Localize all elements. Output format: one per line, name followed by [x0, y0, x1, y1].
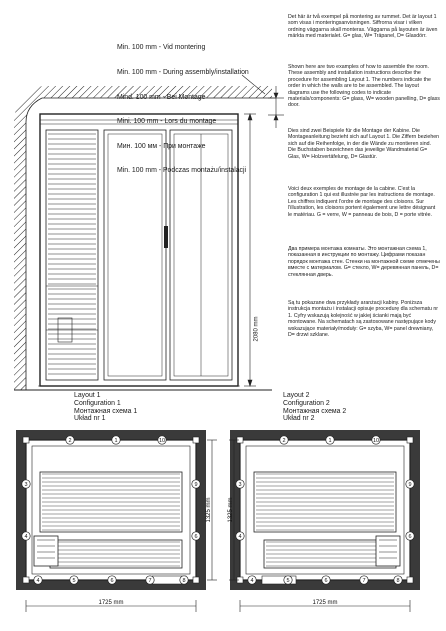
clearance-note: Min. 100 mm - Vid montering: [117, 44, 206, 52]
wall-label: 6: [324, 578, 328, 584]
wall-label: 4: [250, 578, 254, 584]
wall-label: 7: [362, 578, 366, 584]
depth-label: 1325 mm: [228, 497, 234, 523]
corner-post: [23, 577, 29, 583]
layout-1-title: [74, 392, 137, 423]
heater: [376, 536, 400, 566]
wall-label: 2: [282, 438, 286, 444]
layout-title-line: Монтажная схема 1: [74, 407, 138, 415]
paragraph-swedish: Det här är två exempel på montering av rummet. Det är layout 1 som visas i monteringsanvisningen. Siffrorna visar i vilken ordning väggarna skall monteras. Väggarna på layouten är även märkta med materialet. G= glas, W= Träpanel, D= Glasdörr.: [288, 14, 438, 40]
wall-label: 4: [24, 534, 28, 540]
layout-1-plan: [12, 426, 220, 626]
height-dimension-label: [253, 300, 270, 360]
paragraph-german: Dies sind zwei Beispiele für die Montage der Kabine. Die Montageanleitung bezieht sich auf Layout 1. Die Ziffern beziehen sich auf die Reihenfolge, in der die Wände zu montieren sind. Die Buchstaben bezeichnen das jeweilige Wandmaterial G= Glas, W= Holzvertäfelung, D= Glastür.: [288, 128, 440, 160]
clearance-notes: [117, 28, 249, 184]
layout-title-line: Монтажная схема 2: [283, 407, 347, 415]
layout-title-line: Configuration 1: [74, 399, 121, 407]
wall-label: 6: [408, 534, 412, 540]
width-label: 1725 mm: [312, 600, 338, 606]
paragraph-russian: Два примера монтажа комнаты. Это монтажная схема 1, показанная в инструкции по монтажу. Цифрами показан порядок монтажа стен. Стенки на монтажной схеме отмечены вместе с материалом. G= стекло, W= деревянная панель, D= стеклянная дверь.: [288, 246, 440, 278]
wall-label: 4: [36, 578, 40, 584]
layout-title-line: Layout 2: [283, 392, 310, 399]
wall-label: 9: [408, 482, 412, 488]
clearance-note: Min. 100 mm - During assembly/installation: [117, 69, 249, 77]
clearance-note: Мин. 100 мм - При монтаже: [117, 142, 206, 150]
wall-label: 7: [148, 578, 152, 584]
layout-2-plan: [226, 426, 434, 626]
heater: [34, 536, 58, 566]
layout-title-line: Układ nr 2: [283, 415, 315, 423]
wall-label: 8: [182, 578, 186, 584]
wall-label: 5: [286, 578, 290, 584]
wall-label: 4: [238, 534, 242, 540]
depth-label: 1325 mm: [206, 497, 212, 523]
paragraph-polish: Są tu pokazane dwa przykłady aranżacji kabiny. Poniższa instrukcja montażu i instalacji opisuje procedurę dla schematu nr 1. Cyfry wskazują kolejność w jakiej ścianki mają być montowane. Na schematach są zastosowane następujące kody wskazujące materiały/moduły: G= szyba, W= panel drewniany, D= drzwi szklane.: [288, 300, 438, 339]
wall-label: 3: [24, 482, 28, 488]
wall-label: 10: [372, 438, 380, 444]
height-label: 2080 mm: [253, 316, 260, 342]
wall-label: 8: [396, 578, 400, 584]
clearance-note: Mini. 100 mm - Lors du montage: [117, 118, 217, 126]
corner-post: [407, 577, 413, 583]
corner-post: [193, 437, 199, 443]
layout-title-line: Layout 1: [74, 392, 101, 399]
layout-title-line: Configuration 2: [283, 399, 330, 407]
wall-label: 2: [68, 438, 72, 444]
paragraph-english: Shown here are two examples of how to assemble the room. These assembly and installation instructions describe the procedure for assembling Layout 1. The numbers indicate the order in which the walls are to be assembled. The layout diagrams use the following codes to indicate materials/components: G= glass, W= wooden panelling, D= glass door.: [288, 64, 440, 109]
layout-2-title: [283, 392, 346, 423]
wall-label: 1: [114, 438, 118, 444]
width-label: 1725 mm: [98, 600, 124, 606]
paragraph-french: Voici deux exemples de montage de la cabine. C'est la configuration 1 qui est illustrée par les instructions de montage. Les chiffres indiquent l'ordre de montage des cloisons. Sur l'illustration, les cloisons portent également une lettre désignant le matériau. G = verre, W = panneau de bois, D = porte vitrée.: [288, 186, 436, 218]
wall-label: 1: [328, 438, 332, 444]
corner-post: [407, 437, 413, 443]
corner-post: [23, 437, 29, 443]
corner-post: [193, 577, 199, 583]
wall-label: 3: [238, 482, 242, 488]
wall-label: 5: [72, 578, 76, 584]
wall-label: 6: [110, 578, 114, 584]
clearance-note: Min. 100 mm - Podczas montażu/instalacji: [117, 167, 247, 175]
layout-title-line: Układ nr 1: [74, 415, 106, 423]
wall-label: 6: [194, 534, 198, 540]
wall-label: 9: [194, 482, 198, 488]
clearance-note: Mind. 100 mm - Bei Montage: [117, 93, 206, 101]
wall-label: 10: [158, 438, 166, 444]
